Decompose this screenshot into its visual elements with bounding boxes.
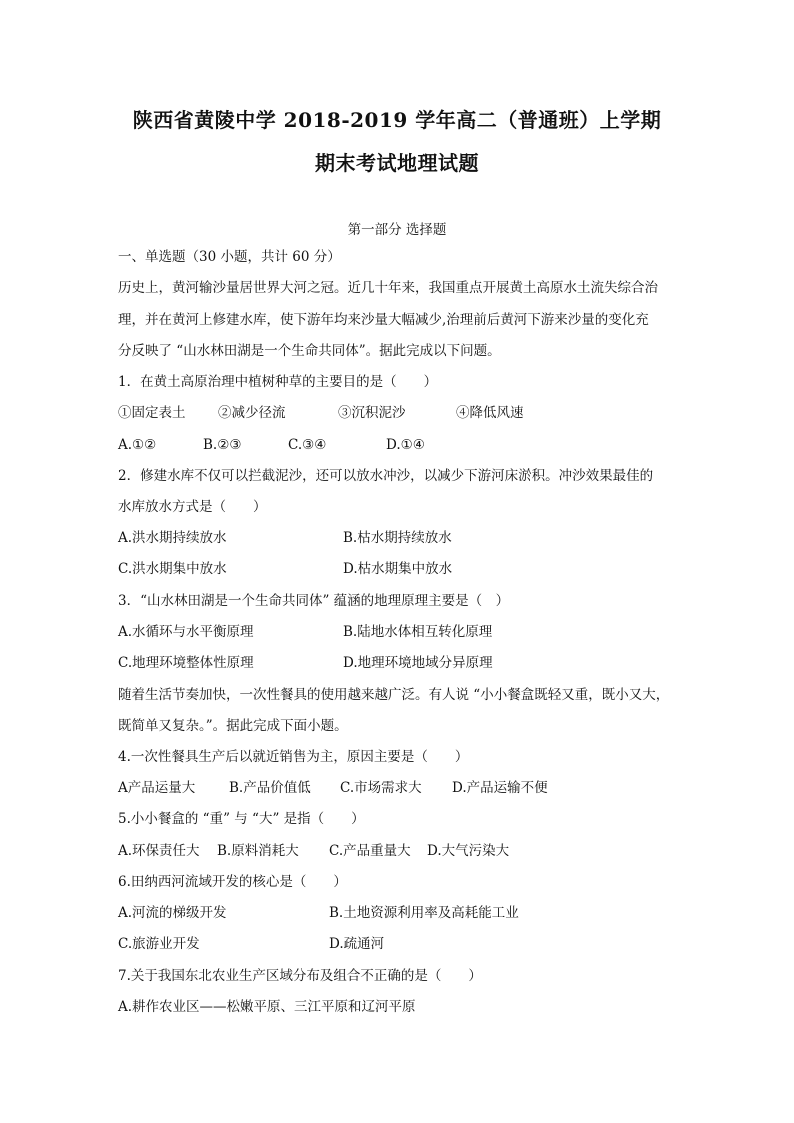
question-5-option-d: D.大气污染大	[427, 843, 510, 859]
question-6-option-c: C.旅游业开发	[118, 936, 200, 952]
exam-title-line-1: 陕西省黄陵中学 2018-2019 学年高二（普通班）上学期	[132, 108, 662, 132]
question-3-option-a: A.水循环与水平衡原理	[118, 624, 254, 640]
question-1-option-c: C.③④	[288, 437, 327, 453]
question-6-option-d: D.疏通河	[329, 936, 385, 952]
question-1-option-b: B.②③	[203, 437, 242, 453]
question-1-option-a: A.①②	[118, 437, 157, 453]
question-2-option-a: A.洪水期持续放水	[118, 530, 227, 546]
question-2-option-b: B.枯水期持续放水	[343, 530, 452, 546]
question-4-option-d: D.产品运输不便	[452, 780, 548, 796]
question-1-item-2: ②减少径流	[218, 405, 286, 421]
question-6-option-a: A.河流的梯级开发	[118, 905, 227, 921]
passage-2-line-2: 既简单又复杂。”。据此完成下面小题。	[118, 718, 348, 734]
question-4-option-b: B.产品价值低	[229, 780, 311, 796]
question-1-item-4: ④降低风速	[456, 405, 524, 421]
question-3-option-b: B.陆地水体相互转化原理	[343, 624, 493, 640]
passage-1-line-2: 理，并在黄河上修建水库，使下游年均来沙量大幅减少,治理前后黄河下游来沙量的变化充	[118, 312, 649, 328]
question-2-stem-line-2: 水库放水方式是（ ）	[118, 499, 267, 515]
question-5-option-c: C.产品重量大	[329, 843, 411, 859]
passage-1-line-3: 分反映了 “山水林田湖是一个生命共同体”。据此完成以下问题。	[118, 343, 501, 359]
question-7-stem: 7.关于我国东北农业生产区域分布及组合不正确的是（ ）	[118, 968, 482, 984]
question-6-stem: 6.田纳西河流域开发的核心是（ ）	[118, 874, 347, 890]
question-2-stem-line-1: 2．修建水库不仅可以拦截泥沙，还可以放水冲沙，以减少下游河床淤积。冲沙效果最佳的	[118, 468, 654, 484]
question-4-stem: 4.一次性餐具生产后以就近销售为主，原因主要是（ ）	[118, 749, 469, 765]
question-3-stem: 3．“山水林田湖是一个生命共同体” 蕴涵的地理原理主要是（ ）	[118, 593, 510, 609]
question-7-option-a: A.耕作农业区——松嫩平原、三江平原和辽河平原	[118, 999, 416, 1015]
question-4-option-c: C.市场需求大	[340, 780, 422, 796]
question-5-stem: 5.小小餐盒的 “重” 与 “大” 是指（ ）	[118, 811, 365, 827]
part-heading: 一、单选题（30 小题，共计 60 分）	[118, 249, 341, 265]
question-2-option-d: D.枯水期集中放水	[343, 561, 453, 577]
question-2-option-c: C.洪水期集中放水	[118, 561, 227, 577]
question-5-option-b: B.原料消耗大	[217, 843, 299, 859]
passage-2-line-1: 随着生活节奏加快，一次性餐具的使用越来越广泛。有人说 “小小餐盒既轻又重，既小又大，	[118, 687, 670, 703]
question-4-option-a: A产品运量大	[118, 780, 196, 796]
question-1-item-1: ①固定表土	[118, 405, 186, 421]
question-1-item-3: ③沉积泥沙	[338, 405, 406, 421]
exam-title-line-2: 期末考试地理试题	[315, 151, 479, 175]
passage-1-line-1: 历史上，黄河输沙量居世界大河之冠。近几十年来，我国重点开展黄土高原水土流失综合治	[118, 280, 658, 296]
section-title: 第一部分 选择题	[347, 222, 447, 238]
question-3-option-c: C.地理环境整体性原理	[118, 655, 254, 671]
question-1-option-d: D.①④	[386, 437, 425, 453]
question-5-option-a: A.环保责任大	[118, 843, 200, 859]
question-6-option-b: B.土地资源利用率及高耗能工业	[329, 905, 519, 921]
question-1-stem: 1．在黄土高原治理中植树种草的主要目的是（ ）	[118, 374, 438, 390]
question-3-option-d: D.地理环境地域分异原理	[343, 655, 493, 671]
